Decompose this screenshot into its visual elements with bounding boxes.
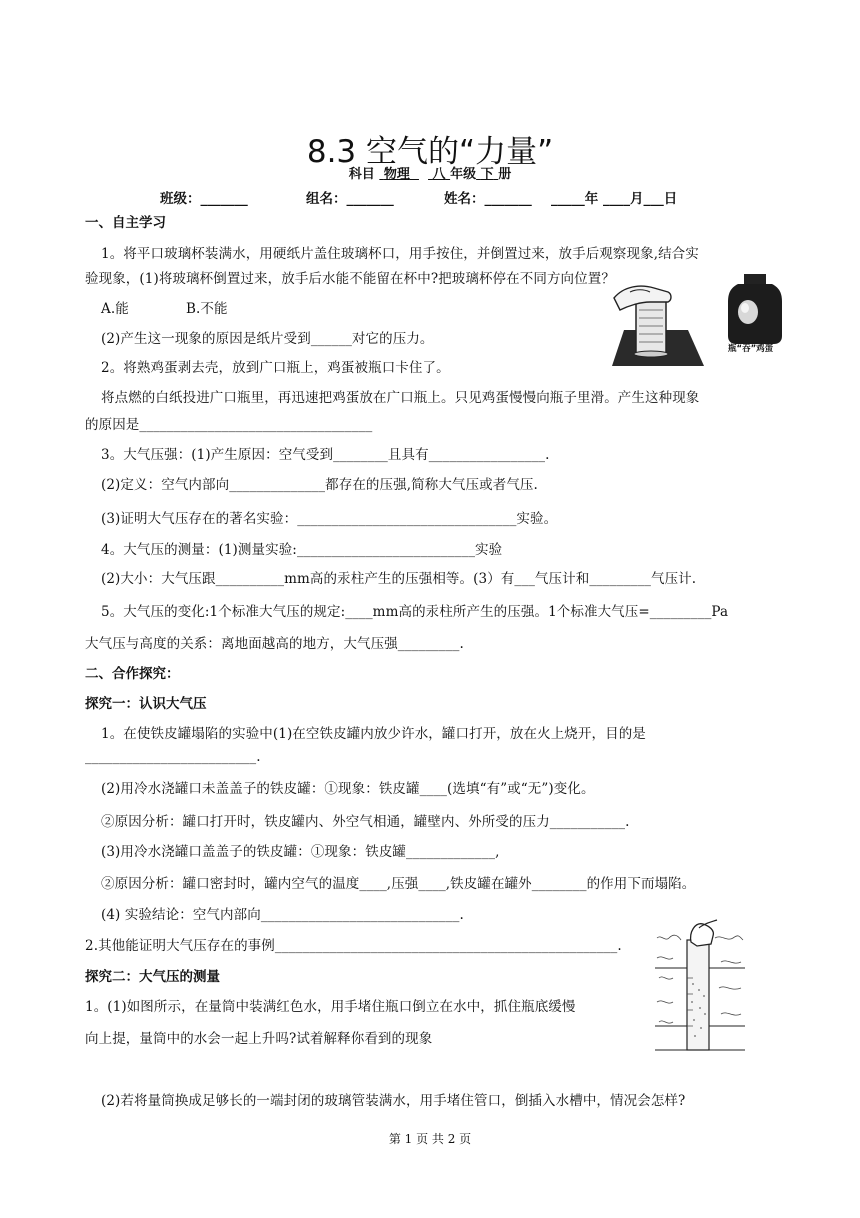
explore2-heading: 探究二：大气压的测量 [85,969,220,985]
grade-value: 八 [432,167,446,182]
class-field: 班级：_______ [160,191,248,207]
name-field: 姓名：_______ [444,191,532,207]
e1-q1-2: (2)用冷水浇罐口未盖盖子的铁皮罐：①现象：铁皮罐____(选填“有”或“无”)变化。 [101,781,595,797]
measuring-cylinder-figure [655,918,745,1056]
group-field: 组名：_______ [306,191,394,207]
section2-heading: 二、合作探究： [85,666,180,682]
e1-q1-line2: _________________________. [85,749,261,765]
s1-q3-3: (3)证明大气压存在的著名实验：________________________________实验。 [101,511,558,527]
s1-q3-1: 3。大气压强：(1)产生原因：空气受到________且具有_________________. [101,447,550,463]
s1-q2-line3: 的原因是__________________________________ [85,417,373,433]
page-number: 第 1 页 共 2 页 [388,1132,472,1146]
date-field: _____年 ____月___日 [551,191,678,207]
s1-q1-option-b: B.不能 [186,301,228,317]
s1-q1-line2: 验现象，(1)将玻璃杯倒置过来，放手后水能不能留在杯中?把玻璃杯停在不同方向位置？ [85,271,615,287]
s1-q1-option-a: A.能 [101,301,129,317]
egg-bottle-caption: 瓶“吞”鸡蛋 [728,344,774,354]
section1-heading: 一、自主学习 [85,215,166,231]
s1-q2-line2: 将点燃的白纸投进广口瓶里，再迅速把鸡蛋放在广口瓶上。只见鸡蛋慢慢向瓶子里滑。产生这种现象 [101,390,700,406]
s1-q4-1: 4。大气压的测量：(1)测量实验:__________________________实验 [101,542,503,558]
e1-q1-2b: ②原因分析：罐口打开时，铁皮罐内、外空气相通，罐壁内、外所受的压力___________. [101,814,630,830]
e2-q1-line1: 1。(1)如图所示，在量筒中装满红色水，用手堵住瓶口倒立在水中，抓住瓶底缓慢 [85,999,576,1015]
e1-q2: 2.其他能证明大气压存在的事例__________________________________________________. [85,938,622,954]
inverted-glass-figure [610,280,706,370]
term-label: 册 [498,167,512,182]
subject-label: 科目 [348,167,375,182]
s1-q1-2: (2)产生这一现象的原因是纸片受到______对它的压力。 [101,331,434,347]
s1-q2-line1: 2。将熟鸡蛋剥去壳，放到广口瓶上，鸡蛋被瓶口卡住了。 [101,360,450,376]
explore1-heading: 探究一：认识大气压 [85,696,207,712]
s1-q4-2: (2)大小：大气压跟__________mm高的汞柱产生的压强相等。(3）有___气压计和_________气压计. [101,571,697,587]
e2-q1-line2: 向上提，量筒中的水会一起上升吗?试着解释你看到的现象 [85,1031,433,1047]
e1-q1-3: (3)用冷水浇罐口盖盖子的铁皮罐：①现象：铁皮罐_____________, [101,844,500,860]
e2-q1-2: (2)若将量筒换成足够长的一端封闭的玻璃管装满水，用手堵住管口，倒插入水槽中，情况会怎样? [101,1093,686,1109]
s1-q3-2: (2)定义：空气内部向______________都存在的压强,简称大气压或者气压. [101,477,538,493]
e1-q1-4: (4) 实验结论：空气内部向_____________________________. [101,907,464,923]
grade-label: 年级 [450,167,477,182]
subject-value: 物理 [383,167,410,182]
s1-q5-2: 大气压与高度的关系：离地面越高的地方，大气压强_________. [85,636,464,652]
e1-q1-line1: 1。在使铁皮罐塌陷的实验中(1)在空铁皮罐内放少许水，罐口打开，放在火上烧开，目的是 [101,726,646,742]
subject-line [0,163,860,182]
term-value: 下 [480,167,494,182]
s1-q5-1: 5。大气压的变化:1个标准大气压的规定:____mm高的汞柱所产生的压强。1个标准大气压=_________Pa [101,604,729,620]
e1-q1-3b: ②原因分析：罐口密封时，罐内空气的温度____,压强____,铁皮罐在罐外________的作用下而塌陷。 [101,876,696,892]
page-title: 8.3 空气的“力量” [306,134,554,170]
s1-q1-line1: 1。将平口玻璃杯装满水，用硬纸片盖住玻璃杯口，用手按住，并倒置过来，放手后观察现象,结合实 [101,246,699,262]
